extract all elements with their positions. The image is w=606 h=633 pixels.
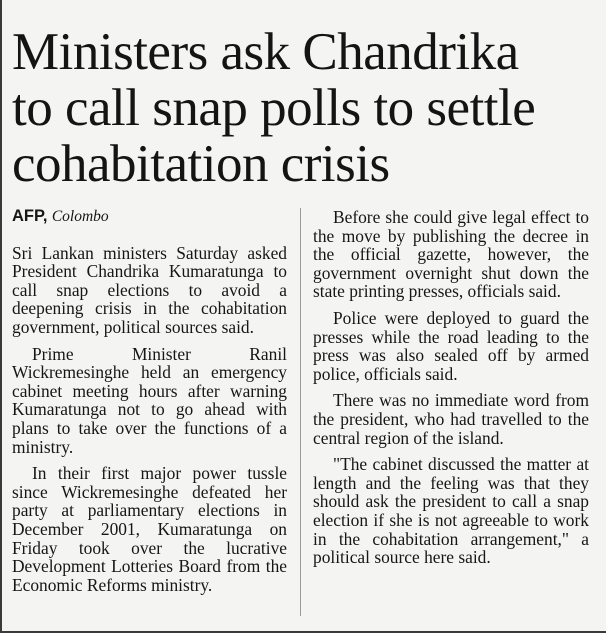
headline-line-3: cohabitation crisis: [12, 135, 390, 193]
byline-agency: AFP,: [12, 207, 48, 225]
article-column-left: [12, 206, 287, 602]
headline-line-2: to call snap polls to settle: [12, 79, 536, 137]
headline: [12, 24, 602, 192]
paragraph-left-3: In their first major power tussle since Wickremesinghe defeated her party at parliamentary elections in December 2001, Kumaratunga on Friday took over the lucrative Development Lotteries Board from the Economic Reforms ministry.: [12, 463, 287, 595]
paragraph-right-1: Before she could give legal effect to the move by publishing the decree in the official gazette, however, the government overnight shut down the state printing presses, officials said.: [313, 207, 589, 302]
byline-place: Colombo: [51, 208, 109, 225]
paragraph-left-2: Prime Minister Ranil Wickremesinghe held an emergency cabinet meeting hours after warning Kumaratunga not to go ahead with plans to take over the functions of a ministry.: [12, 343, 287, 457]
paragraph-right-2: Police were deployed to guard the presses while the road leading to the press was also sealed off by armed police, officials said.: [313, 307, 589, 384]
paragraph-right-3: There was no immediate word from the president, who had travelled to the central region of the island.: [313, 390, 589, 448]
paragraph-left-1: Sri Lankan ministers Saturday asked President Chandrika Kumaratunga to call snap elections to avoid a deepening crisis in the cohabitation government, political sources said.: [12, 242, 287, 337]
byline: [12, 206, 287, 227]
headline-line-1: Ministers ask Chandrika: [12, 23, 519, 81]
column-divider: [300, 208, 301, 616]
paragraph-right-4: "The cabinet discussed the matter at length and the feeling was that they should ask the president to call a snap election if she is not agreeable to work in the cohabitation arrangement," a political source here said.: [313, 454, 589, 568]
article-column-right: [313, 208, 589, 575]
